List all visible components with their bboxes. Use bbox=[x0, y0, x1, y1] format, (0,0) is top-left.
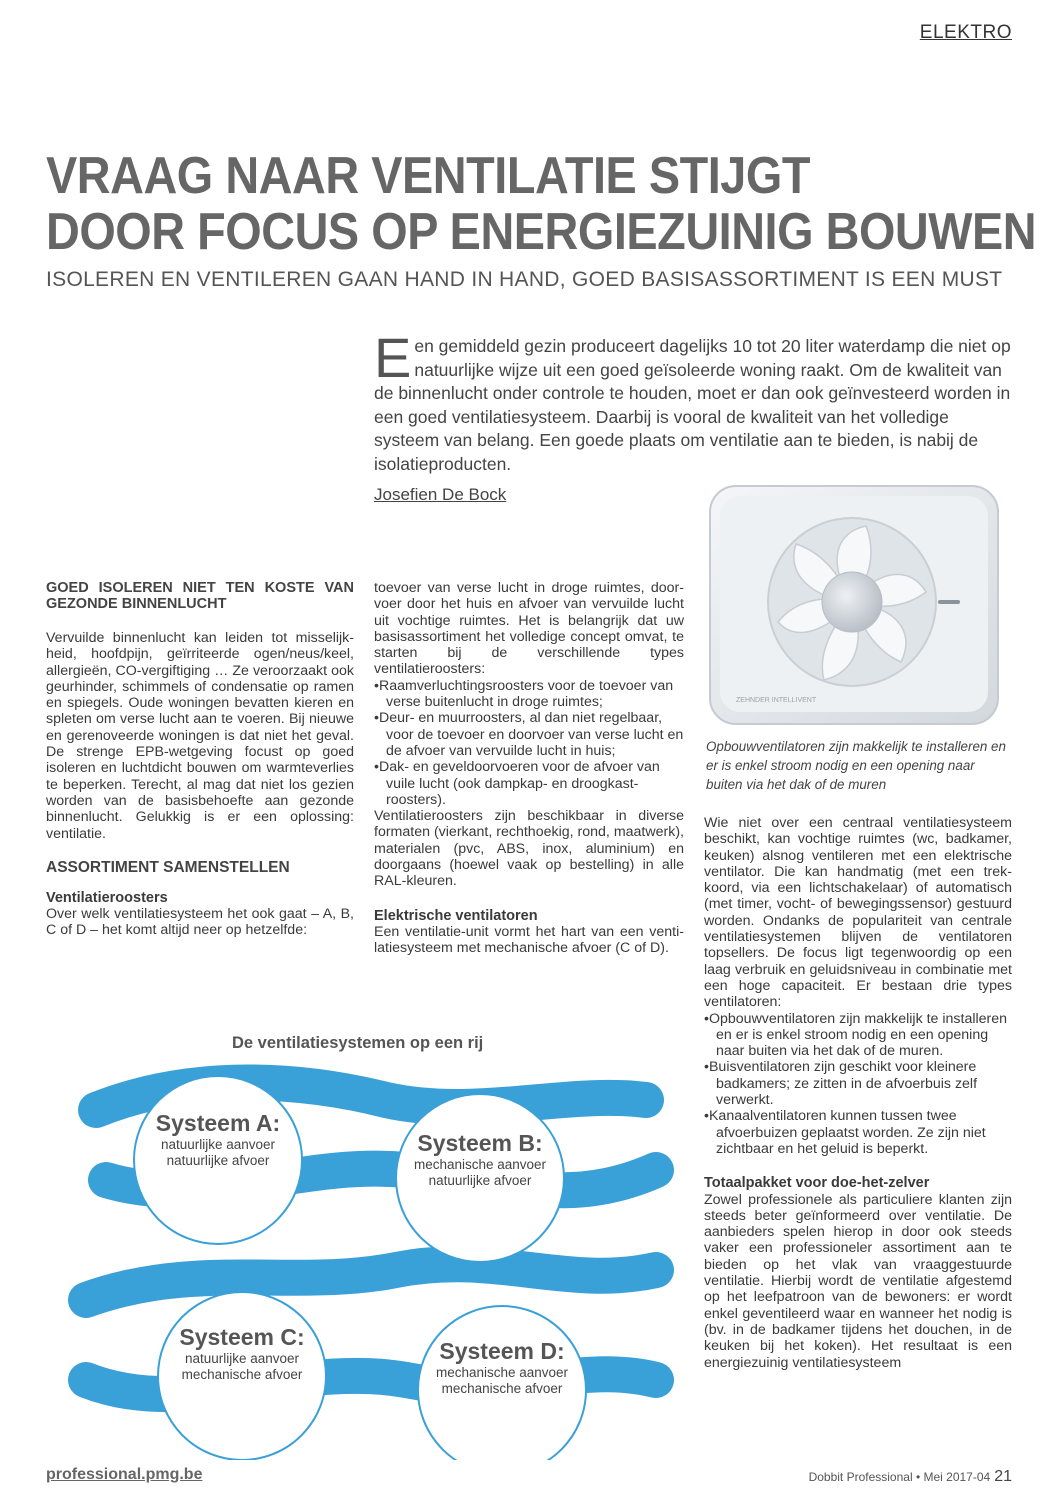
title-line-1: VRAAG NAAR VENTILATIE STIJGT bbox=[46, 147, 810, 205]
system-c-label bbox=[162, 1324, 322, 1383]
paragraph: Zowel professionele als particuliere klanten zijn steeds beter geïnformeerd over ventilatie. De aanbieders spelen hierop in door ook steeds vaker een professioneler assortiment aan te bieden op het vlak van vraaggestuurde ventilatie. Hierbij wordt de ventilatie afgestemd op het leefpatroon van de bewoners: er wordt enkel geventileerd waar en wanneer het nodig is (bv. in de badkamer tijdens het douchen, in de keuken bij het koken). Het resultaat is een energiezuinig ventilatiesysteem bbox=[704, 1191, 1012, 1371]
website-link[interactable]: professional.pmg.be bbox=[46, 1466, 203, 1483]
column-2 bbox=[374, 580, 684, 957]
system-exhaust: natuurlijke afvoer bbox=[428, 1173, 532, 1188]
article-subtitle: ISOLEREN EN VENTILEREN GAAN HAND IN HAND, GOED BASISASSORTIMENT IS EEN MUST bbox=[46, 268, 1003, 291]
system-supply: mechanische aanvoer bbox=[435, 1365, 569, 1380]
article-title bbox=[46, 147, 1037, 261]
lead-paragraph bbox=[374, 326, 1014, 476]
brand-mark: ZEHNDER INTELLIVENT bbox=[736, 697, 817, 704]
ventilation-diagram bbox=[46, 1060, 686, 1460]
section-label: ELEKTRO bbox=[919, 22, 1012, 43]
system-name: Systeem B: bbox=[417, 1130, 543, 1156]
ventilator-image bbox=[706, 482, 1002, 728]
wave-band bbox=[86, 1264, 656, 1300]
system-supply: natuurlijke aanvoer bbox=[160, 1137, 276, 1152]
lead-text: en gemiddeld gezin produceert dagelijks 10 tot 20 liter waterdamp die niet op natuurlijke wijze uit een goed geïsoleerde woning raakt. Om de kwaliteit van de binnenlucht onder controle te houden, moet er dan ook geïnvesteerd worden in een goed ventilatiesysteem. Daarbij is vooral de kwaliteit van het volledige systeem van belang. Een goede plaats om ventilatie aan te bieden, is nabij de isolatieproducten. bbox=[374, 336, 1011, 474]
system-exhaust: mechanische afvoer bbox=[181, 1367, 303, 1382]
section-heading: ASSORTIMENT SAMENSTELLEN bbox=[46, 858, 290, 876]
subheading: Totaalpakket voor doe-het-zelver bbox=[704, 1175, 930, 1192]
system-d-label bbox=[422, 1338, 582, 1397]
system-name: Systeem D: bbox=[439, 1338, 565, 1364]
column-3 bbox=[704, 815, 1012, 1371]
system-exhaust: natuurlijke afvoer bbox=[166, 1153, 270, 1168]
system-b-label bbox=[400, 1130, 560, 1189]
system-supply: mechanische aanvoer bbox=[413, 1157, 547, 1172]
system-a-label bbox=[138, 1110, 298, 1169]
diagram-title: De ventilatiesystemen op een rij bbox=[232, 1034, 484, 1052]
paragraph: Wie niet over een centraal ventilatiesysteem beschikt, kan vochtige ruimtes (wc, badkamer, keuken) alsnog ventileren met een elektrische ventilator. Die kan handmatig (met een trekkoord, via een lichtschakelaar) of automatisch (met timer, vocht- of bewegingssensor) gestuurd worden. Ondanks de populariteit van centrale ventilatiesystemen blijven de ventilatoren topsellers. De focus ligt tegenwoordig op een laag verbruik en geluidsniveau in combinatie met een hoge capaciteit. Er bestaan drie types ventilatoren: bbox=[704, 815, 1012, 1011]
footer-info bbox=[809, 1468, 1012, 1486]
paragraph: Over welk ventilatiesysteem het ook gaat – A, B, C of D – het komt altijd neer op hetzelfde: bbox=[46, 906, 354, 939]
photo-caption: Opbouwventilatoren zijn makkelijk te installeren en er is enkel stroom nodig en een opening naar buiten via het dak of de muren bbox=[706, 739, 1006, 792]
column-1 bbox=[46, 580, 354, 939]
system-supply: natuurlijke aanvoer bbox=[184, 1351, 300, 1366]
system-exhaust: mechanische afvoer bbox=[441, 1381, 563, 1396]
subheading: Elektrische ventilatoren bbox=[374, 907, 538, 924]
paragraph: Vervuilde binnenlucht kan leiden tot misselijkheid, hoofdpijn, geïrriteerde ogen/neus/keel, allergieën, CO-vergiftiging … Ze veroorzaakt ook geurhinder, schimmels of condensatie op ramen en spiegels. Oude woningen bevatten kieren en spleten om verse lucht aan te voeren. Bij nieuwe en gerenoveerde woningen is dat niet het geval. De strenge EPB-wetgeving focust op goed isoleren en luchtdicht bouwen om warmteverlies te beperken. Terecht, al mag dat niet los gezien worden van de basisbehoefte aan gezonde binnenlucht. Gelukkig is er een oplossing: ventilatie. bbox=[46, 630, 354, 842]
list-item: •Dak- en geveldoorvoeren voor de afvoer van vuile lucht (ook dampkap- en droogkastroosters). bbox=[374, 759, 660, 808]
paragraph: Ventilatieroosters zijn beschikbaar in diverse formaten (vierkant, rechthoekig, rond, maatwerk), materialen (pvc, ABS, inox, aluminium) en doorgaans (hoewel vaak op bestelling) in alle RAL-kleuren. bbox=[374, 808, 684, 890]
page-number: 21 bbox=[994, 1468, 1012, 1485]
system-name: Systeem C: bbox=[179, 1324, 305, 1350]
title-line-2: DOOR FOCUS OP ENERGIEZUINIG BOUWEN bbox=[46, 203, 1037, 261]
paragraph: toevoer van verse lucht in droge ruimtes, doorvoer door het huis en afvoer van vervuilde lucht uit vochtige ruimtes. Het is belangrijk dat uw basisassortiment het volledige concept omvat, te starten bij de verschillende types ventilatieroosters: bbox=[374, 580, 684, 678]
subheading: Ventilatieroosters bbox=[46, 889, 168, 906]
list-item: •Deur- en muurroosters, al dan niet regelbaar, voor de toevoer en doorvoer van verse lucht en de afvoer van vervuilde lucht in huis; bbox=[374, 710, 684, 759]
section-heading: GOED ISOLEREN NIET TEN KOSTE VAN GEZONDE BINNENLUCHT bbox=[46, 580, 354, 612]
list-item: •Kanaalventilatoren kunnen tussen twee afvoerbuizen geplaatst worden. Ze zijn niet zichtbaar en het geluid is beperkt. bbox=[704, 1108, 986, 1157]
fan-photo bbox=[706, 482, 1002, 728]
drop-cap: E bbox=[374, 326, 412, 389]
list-item: •Opbouwventilatoren zijn makkelijk te installeren en er is enkel stroom nodig en een opening naar buiten via het dak of de muren. bbox=[704, 1010, 1008, 1060]
paragraph: Een ventilatie-unit vormt het hart van een ventilatiesysteem met mechanische afvoer (C of D). bbox=[374, 923, 684, 957]
list-item: •Raamverluchtingsroosters voor de toevoer van verse buitenlucht in droge ruimtes; bbox=[374, 677, 674, 711]
list-item: •Buisventilatoren zijn geschikt voor kleinere badkamers; ze zitten in de afvoerbuis zelf verwerkt. bbox=[704, 1059, 978, 1109]
publication-info: Dobbit Professional • Mei 2017-04 bbox=[808, 1470, 991, 1484]
system-name: Systeem A: bbox=[155, 1110, 281, 1136]
author-byline: Josefien De Bock bbox=[374, 485, 507, 504]
